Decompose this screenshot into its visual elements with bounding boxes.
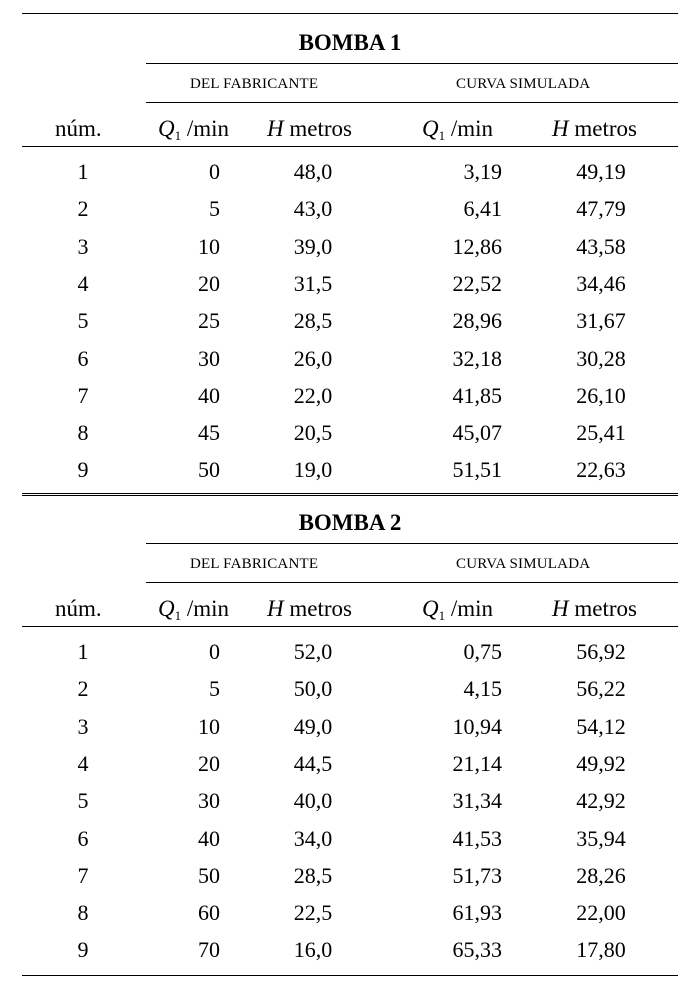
- header-num: núm.: [55, 116, 102, 141]
- cell-q-simulated: 61,93: [452, 900, 502, 926]
- cell-h-simulated: 22,63: [576, 457, 626, 483]
- cell-q-simulated: 21,14: [452, 750, 502, 776]
- cell-q-simulated: 4,15: [463, 676, 502, 702]
- cell-q-simulated: 3,19: [463, 159, 502, 184]
- cell-h-simulated: 49,19: [576, 159, 626, 184]
- group-top-rule: [146, 543, 678, 544]
- cell-q-manufacturer: 20: [198, 270, 220, 296]
- header-num: núm.: [55, 596, 102, 621]
- cell-h-manufacturer: 26,0: [293, 345, 333, 371]
- cell-h-simulated: 22,00: [576, 900, 626, 926]
- cell-h-manufacturer: 34,0: [293, 825, 333, 851]
- row-number: 3: [77, 713, 89, 739]
- cell-h-simulated: 47,79: [576, 196, 626, 222]
- q-unit: /min: [181, 596, 230, 621]
- cell-h-manufacturer: 19,0: [293, 457, 333, 483]
- cell-q-manufacturer: 40: [198, 382, 220, 408]
- row-number: 5: [77, 788, 89, 814]
- cell-h-manufacturer: 22,5: [293, 900, 333, 926]
- header-q-manufacturer: [158, 116, 230, 143]
- cell-h-simulated: 35,94: [576, 825, 626, 851]
- row-number: 2: [77, 676, 89, 702]
- q-unit: /min: [445, 596, 494, 621]
- cell-q-simulated: 0,75: [463, 639, 502, 664]
- cell-q-simulated: 45,07: [452, 420, 502, 446]
- h-unit: metros: [283, 116, 352, 141]
- cell-h-simulated: 42,92: [576, 788, 626, 814]
- cell-h-manufacturer: 40,0: [293, 788, 333, 814]
- cell-q-simulated: 31,34: [452, 788, 502, 814]
- row-number: 2: [77, 196, 89, 222]
- cell-q-simulated: 32,18: [452, 345, 502, 371]
- group-label-manufacturer: DEL FABRICANTE: [190, 76, 319, 92]
- row-number: 8: [77, 420, 89, 446]
- cell-q-simulated: 28,96: [452, 308, 502, 334]
- cell-h-simulated: 17,80: [576, 937, 626, 963]
- cell-h-simulated: 31,67: [576, 308, 626, 334]
- cell-h-manufacturer: 44,5: [293, 750, 333, 776]
- q-symbol: Q: [422, 596, 439, 621]
- header-q-simulated: [422, 116, 494, 143]
- table-top-rule: [22, 13, 678, 14]
- cell-h-manufacturer: 20,5: [293, 420, 333, 446]
- cell-q-manufacturer: 50: [198, 457, 220, 483]
- header-h-simulated: [552, 117, 637, 140]
- h-unit: metros: [568, 116, 637, 141]
- q-subscript: 1: [438, 128, 446, 143]
- table-top-rule: [22, 493, 678, 494]
- row-number: 8: [77, 900, 89, 926]
- table-bottom-rule: [22, 495, 678, 496]
- cell-h-manufacturer: 31,5: [293, 270, 333, 296]
- cell-q-simulated: 41,85: [452, 382, 502, 408]
- row-number: 7: [77, 862, 89, 888]
- cell-q-manufacturer: 5: [209, 196, 220, 222]
- cell-h-manufacturer: 28,5: [293, 862, 333, 888]
- cell-h-simulated: 49,92: [576, 750, 626, 776]
- cell-q-manufacturer: 10: [198, 713, 220, 739]
- header-h-simulated: [552, 597, 637, 620]
- cell-q-simulated: 51,51: [452, 457, 502, 483]
- row-number: 3: [77, 233, 89, 259]
- row-number: 4: [77, 270, 89, 296]
- q-symbol: Q: [422, 116, 439, 141]
- cell-h-simulated: 34,46: [576, 270, 626, 296]
- cell-q-manufacturer: 0: [209, 639, 220, 664]
- cell-q-manufacturer: 40: [198, 825, 220, 851]
- group-bottom-rule: [146, 102, 678, 103]
- cell-h-simulated: 26,10: [576, 382, 626, 408]
- cell-h-manufacturer: 43,0: [293, 196, 333, 222]
- group-label-simulated: CURVA SIMULADA: [456, 556, 591, 572]
- header-rule: [22, 146, 678, 147]
- row-number: 9: [77, 937, 89, 963]
- cell-h-manufacturer: 22,0: [293, 382, 333, 408]
- cell-q-manufacturer: 45: [198, 420, 220, 446]
- cell-q-manufacturer: 30: [198, 788, 220, 814]
- cell-q-manufacturer: 70: [198, 937, 220, 963]
- h-symbol: H: [552, 116, 569, 141]
- cell-q-manufacturer: 5: [209, 676, 220, 702]
- cell-q-simulated: 10,94: [452, 713, 502, 739]
- header-q-manufacturer: [158, 596, 230, 623]
- cell-h-simulated: 28,26: [576, 862, 626, 888]
- cell-h-simulated: 56,22: [576, 676, 626, 702]
- cell-h-simulated: 30,28: [576, 345, 626, 371]
- cell-q-simulated: 22,52: [452, 270, 502, 296]
- row-number: 4: [77, 750, 89, 776]
- cell-q-simulated: 6,41: [463, 196, 502, 222]
- cell-q-manufacturer: 20: [198, 750, 220, 776]
- cell-q-manufacturer: 60: [198, 900, 220, 926]
- cell-h-manufacturer: 49,0: [293, 713, 333, 739]
- cell-q-manufacturer: 0: [209, 159, 220, 184]
- row-number: 7: [77, 382, 89, 408]
- cell-q-simulated: 41,53: [452, 825, 502, 851]
- h-symbol: H: [267, 596, 284, 621]
- cell-q-simulated: 12,86: [452, 233, 502, 259]
- table-bottom-rule: [22, 975, 678, 976]
- group-label-manufacturer: DEL FABRICANTE: [190, 556, 319, 572]
- cell-h-manufacturer: 50,0: [293, 676, 333, 702]
- row-number: 6: [77, 345, 89, 371]
- cell-q-manufacturer: 25: [198, 308, 220, 334]
- cell-h-manufacturer: 52,0: [293, 639, 333, 664]
- h-symbol: H: [552, 596, 569, 621]
- h-symbol: H: [267, 116, 284, 141]
- row-number: 1: [77, 639, 89, 664]
- row-number: 1: [77, 159, 89, 184]
- q-subscript: 1: [438, 608, 446, 623]
- row-number: 9: [77, 457, 89, 483]
- cell-h-manufacturer: 16,0: [293, 937, 333, 963]
- cell-h-manufacturer: 39,0: [293, 233, 333, 259]
- group-top-rule: [146, 63, 678, 64]
- cell-q-simulated: 51,73: [452, 862, 502, 888]
- cell-h-manufacturer: 28,5: [293, 308, 333, 334]
- q-symbol: Q: [158, 596, 175, 621]
- q-unit: /min: [445, 116, 494, 141]
- header-h-manufacturer: [267, 117, 352, 140]
- table-title: BOMBA 2: [298, 510, 402, 535]
- cell-h-manufacturer: 48,0: [293, 159, 333, 184]
- row-number: 5: [77, 308, 89, 334]
- group-label-simulated: CURVA SIMULADA: [456, 76, 591, 92]
- h-unit: metros: [283, 596, 352, 621]
- row-number: 6: [77, 825, 89, 851]
- q-unit: /min: [181, 116, 230, 141]
- table-title: BOMBA 1: [298, 30, 402, 55]
- h-unit: metros: [568, 596, 637, 621]
- header-q-simulated: [422, 596, 494, 623]
- cell-q-manufacturer: 30: [198, 345, 220, 371]
- cell-h-simulated: 43,58: [576, 233, 626, 259]
- header-rule: [22, 626, 678, 627]
- q-subscript: 1: [174, 128, 182, 143]
- q-symbol: Q: [158, 116, 175, 141]
- q-subscript: 1: [174, 608, 182, 623]
- group-bottom-rule: [146, 582, 678, 583]
- cell-q-manufacturer: 50: [198, 862, 220, 888]
- cell-h-simulated: 25,41: [576, 420, 626, 446]
- cell-q-manufacturer: 10: [198, 233, 220, 259]
- cell-h-simulated: 56,92: [576, 639, 626, 664]
- cell-h-simulated: 54,12: [576, 713, 626, 739]
- cell-q-simulated: 65,33: [452, 937, 502, 963]
- header-h-manufacturer: [267, 597, 352, 620]
